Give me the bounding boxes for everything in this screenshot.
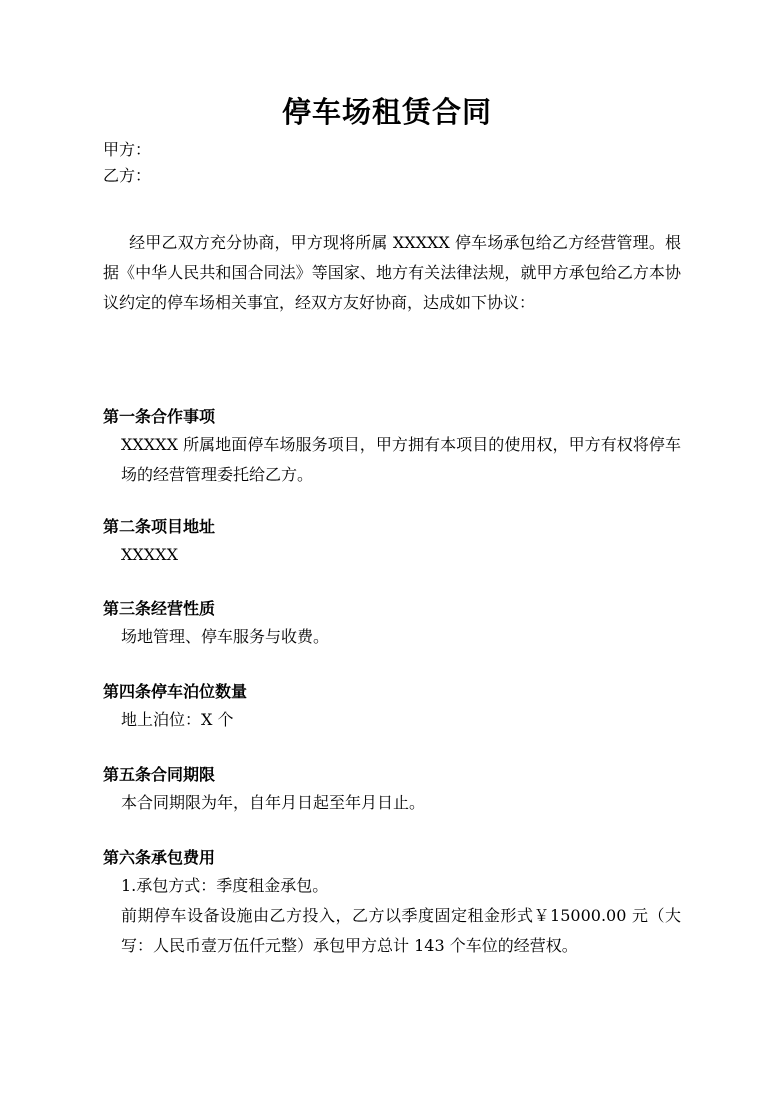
section-1 [103,404,681,490]
section-body: XXXXX [121,545,178,564]
section-4 [103,679,681,735]
section-body: 地上泊位：X 个 [121,710,234,729]
section-heading: 第四条停车泊位数量 [103,682,248,701]
section-body: 1.承包方式：季度租金承包。 [121,876,329,895]
section-heading: 第五条合同期限 [103,765,216,784]
section-5 [103,762,681,818]
section-body: 场地管理、停车服务与收费。 [121,627,330,646]
section-body: XXXXX 所属地面停车场服务项目，甲方拥有本项目的使用权，甲方有权将停车场的经营管理委托给乙方。 [121,435,681,484]
section-6 [103,845,681,961]
section-body: 前期停车设备设施由乙方投入，乙方以季度固定租金形式￥15000.00 元（大写：人民币壹万伍仟元整）承包甲方总计 143 个车位的经营权。 [121,906,681,955]
section-heading: 第二条项目地址 [103,517,216,536]
section-body: 本合同期限为年，自年月日起至年月日止。 [121,793,426,812]
party-a-label: 甲方： [103,140,152,159]
intro-paragraph [103,228,681,318]
party-b-label: 乙方： [103,166,152,185]
section-heading: 第三条经营性质 [103,599,216,618]
section-heading: 第一条合作事项 [103,407,216,426]
intro-text: 经甲乙双方充分协商，甲方现将所属 XXXXX 停车场承包给乙方经营管理。根据《中华人民共和国合同法》等国家、地方有关法律法规，就甲方承包给乙方本协议约定的停车场相关事宜，经双方友好协商，达成如下协议： [103,233,681,312]
document-title: 停车场租赁合同 [281,95,492,129]
section-3 [103,596,681,652]
section-2 [103,514,681,570]
section-heading: 第六条承包费用 [103,848,216,867]
